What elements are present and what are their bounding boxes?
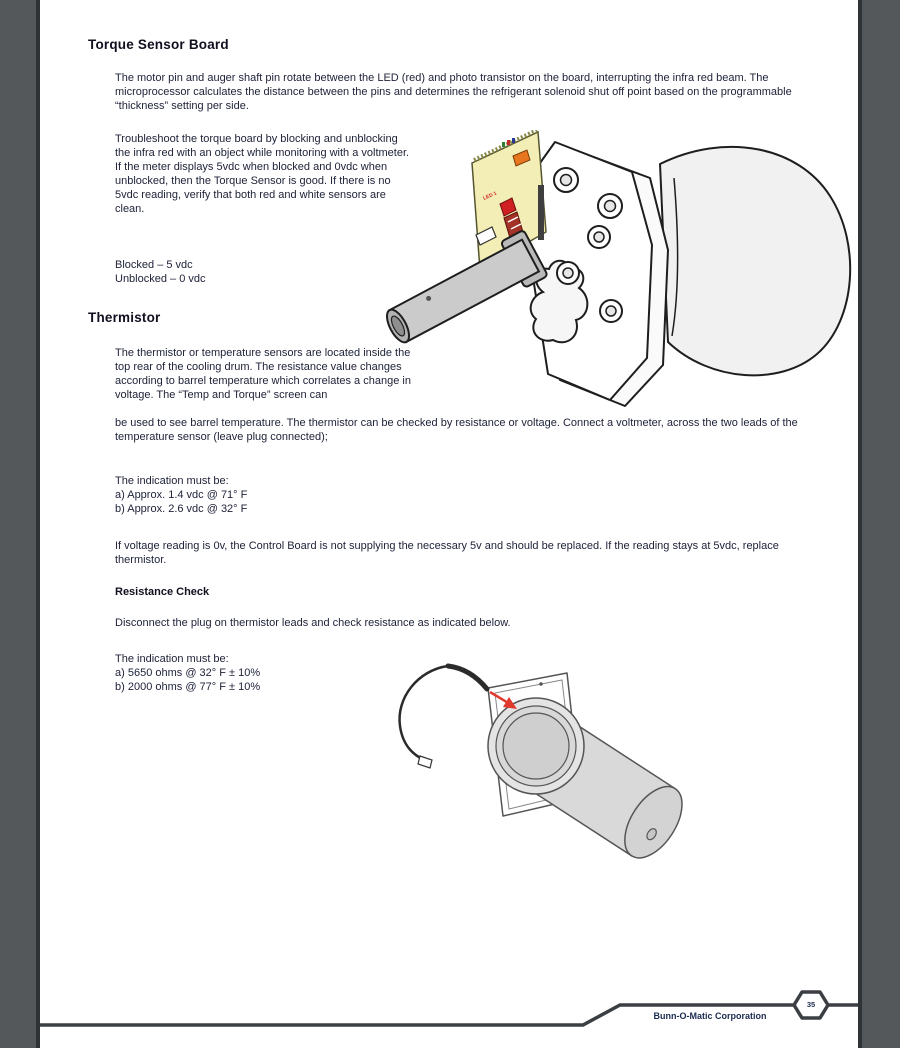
footer-company-name: Bunn-O-Matic Corporation bbox=[653, 1011, 767, 1021]
blocked-values-list bbox=[115, 258, 206, 286]
thermistor-paragraph-wide: be used to see barrel temperature. The thermistor can be checked by resistance or voltage. Connect a voltmeter, across the two leads of the temperature sensor (leave plug connected); bbox=[115, 417, 798, 443]
indication-item-b: b) 2000 ohms @ 77° F ± 10% bbox=[115, 681, 261, 693]
indication-item-a: a) 5650 ohms @ 32° F ± 10% bbox=[115, 667, 261, 679]
document-page bbox=[36, 0, 862, 1048]
voltage-replace-paragraph: If voltage reading is 0v, the Control Board is not supplying the necessary 5v and should be replaced. If the reading stays at 5vdc, replace thermistor. bbox=[115, 540, 779, 566]
section-heading-thermistor: Thermistor bbox=[88, 310, 161, 325]
wire-connector bbox=[418, 756, 432, 768]
indication-intro: The indication must be: bbox=[115, 653, 229, 665]
indication-item-a: a) Approx. 1.4 vdc @ 71° F bbox=[115, 489, 248, 501]
torque-sensor-motor-illustration bbox=[380, 130, 860, 422]
page-number: 35 bbox=[806, 1000, 816, 1009]
section-heading-torque-sensor-board: Torque Sensor Board bbox=[88, 37, 229, 52]
auger-pin bbox=[538, 185, 544, 240]
unblocked-value-line: Unblocked – 0 vdc bbox=[115, 273, 206, 285]
drum-flange bbox=[488, 698, 584, 794]
pcb-led-label: LED 1 bbox=[482, 190, 498, 202]
plate-screw-hole bbox=[539, 682, 543, 686]
torque-sensor-paragraph: The motor pin and auger shaft pin rotate between the LED (red) and photo transistor on the board, interrupting the infra red beam. The microprocessor calculates the distance between the pins and determines the refrigerant solenoid shut off point based on the programmable “thickness” setting per side. bbox=[115, 72, 792, 112]
indication-item-b: b) Approx. 2.6 vdc @ 32° F bbox=[115, 503, 248, 515]
motor-body bbox=[660, 147, 850, 375]
cooling-drum-thermistor-illustration bbox=[370, 648, 718, 864]
indication-intro: The indication must be: bbox=[115, 475, 229, 487]
thermistor-lead-wire bbox=[400, 666, 487, 768]
torque-troubleshoot-paragraph: Troubleshoot the torque board by blocking and unblocking the infra red with an object while monitoring with a voltmeter. If the meter displays 5vdc when blocked and 0vdc when unblocked, then the Torque Sensor is good. If there is no 5vdc reading, verify that both red and white sensors are clean. bbox=[115, 133, 410, 215]
subheading-resistance-check: Resistance Check bbox=[115, 586, 210, 598]
blocked-value-line: Blocked – 5 vdc bbox=[115, 259, 193, 271]
voltage-indication-list bbox=[115, 474, 247, 516]
resistance-check-paragraph: Disconnect the plug on thermistor leads and check resistance as indicated below. bbox=[115, 617, 511, 629]
thermistor-paragraph-narrow: The thermistor or temperature sensors are located inside the top rear of the cooling drum. The resistance value changes according to barrel temperature which correlates a change in voltage. The “Temp and Torque” screen can bbox=[115, 347, 411, 401]
auger-shaft bbox=[380, 230, 548, 353]
resistance-indication-list bbox=[115, 652, 260, 694]
